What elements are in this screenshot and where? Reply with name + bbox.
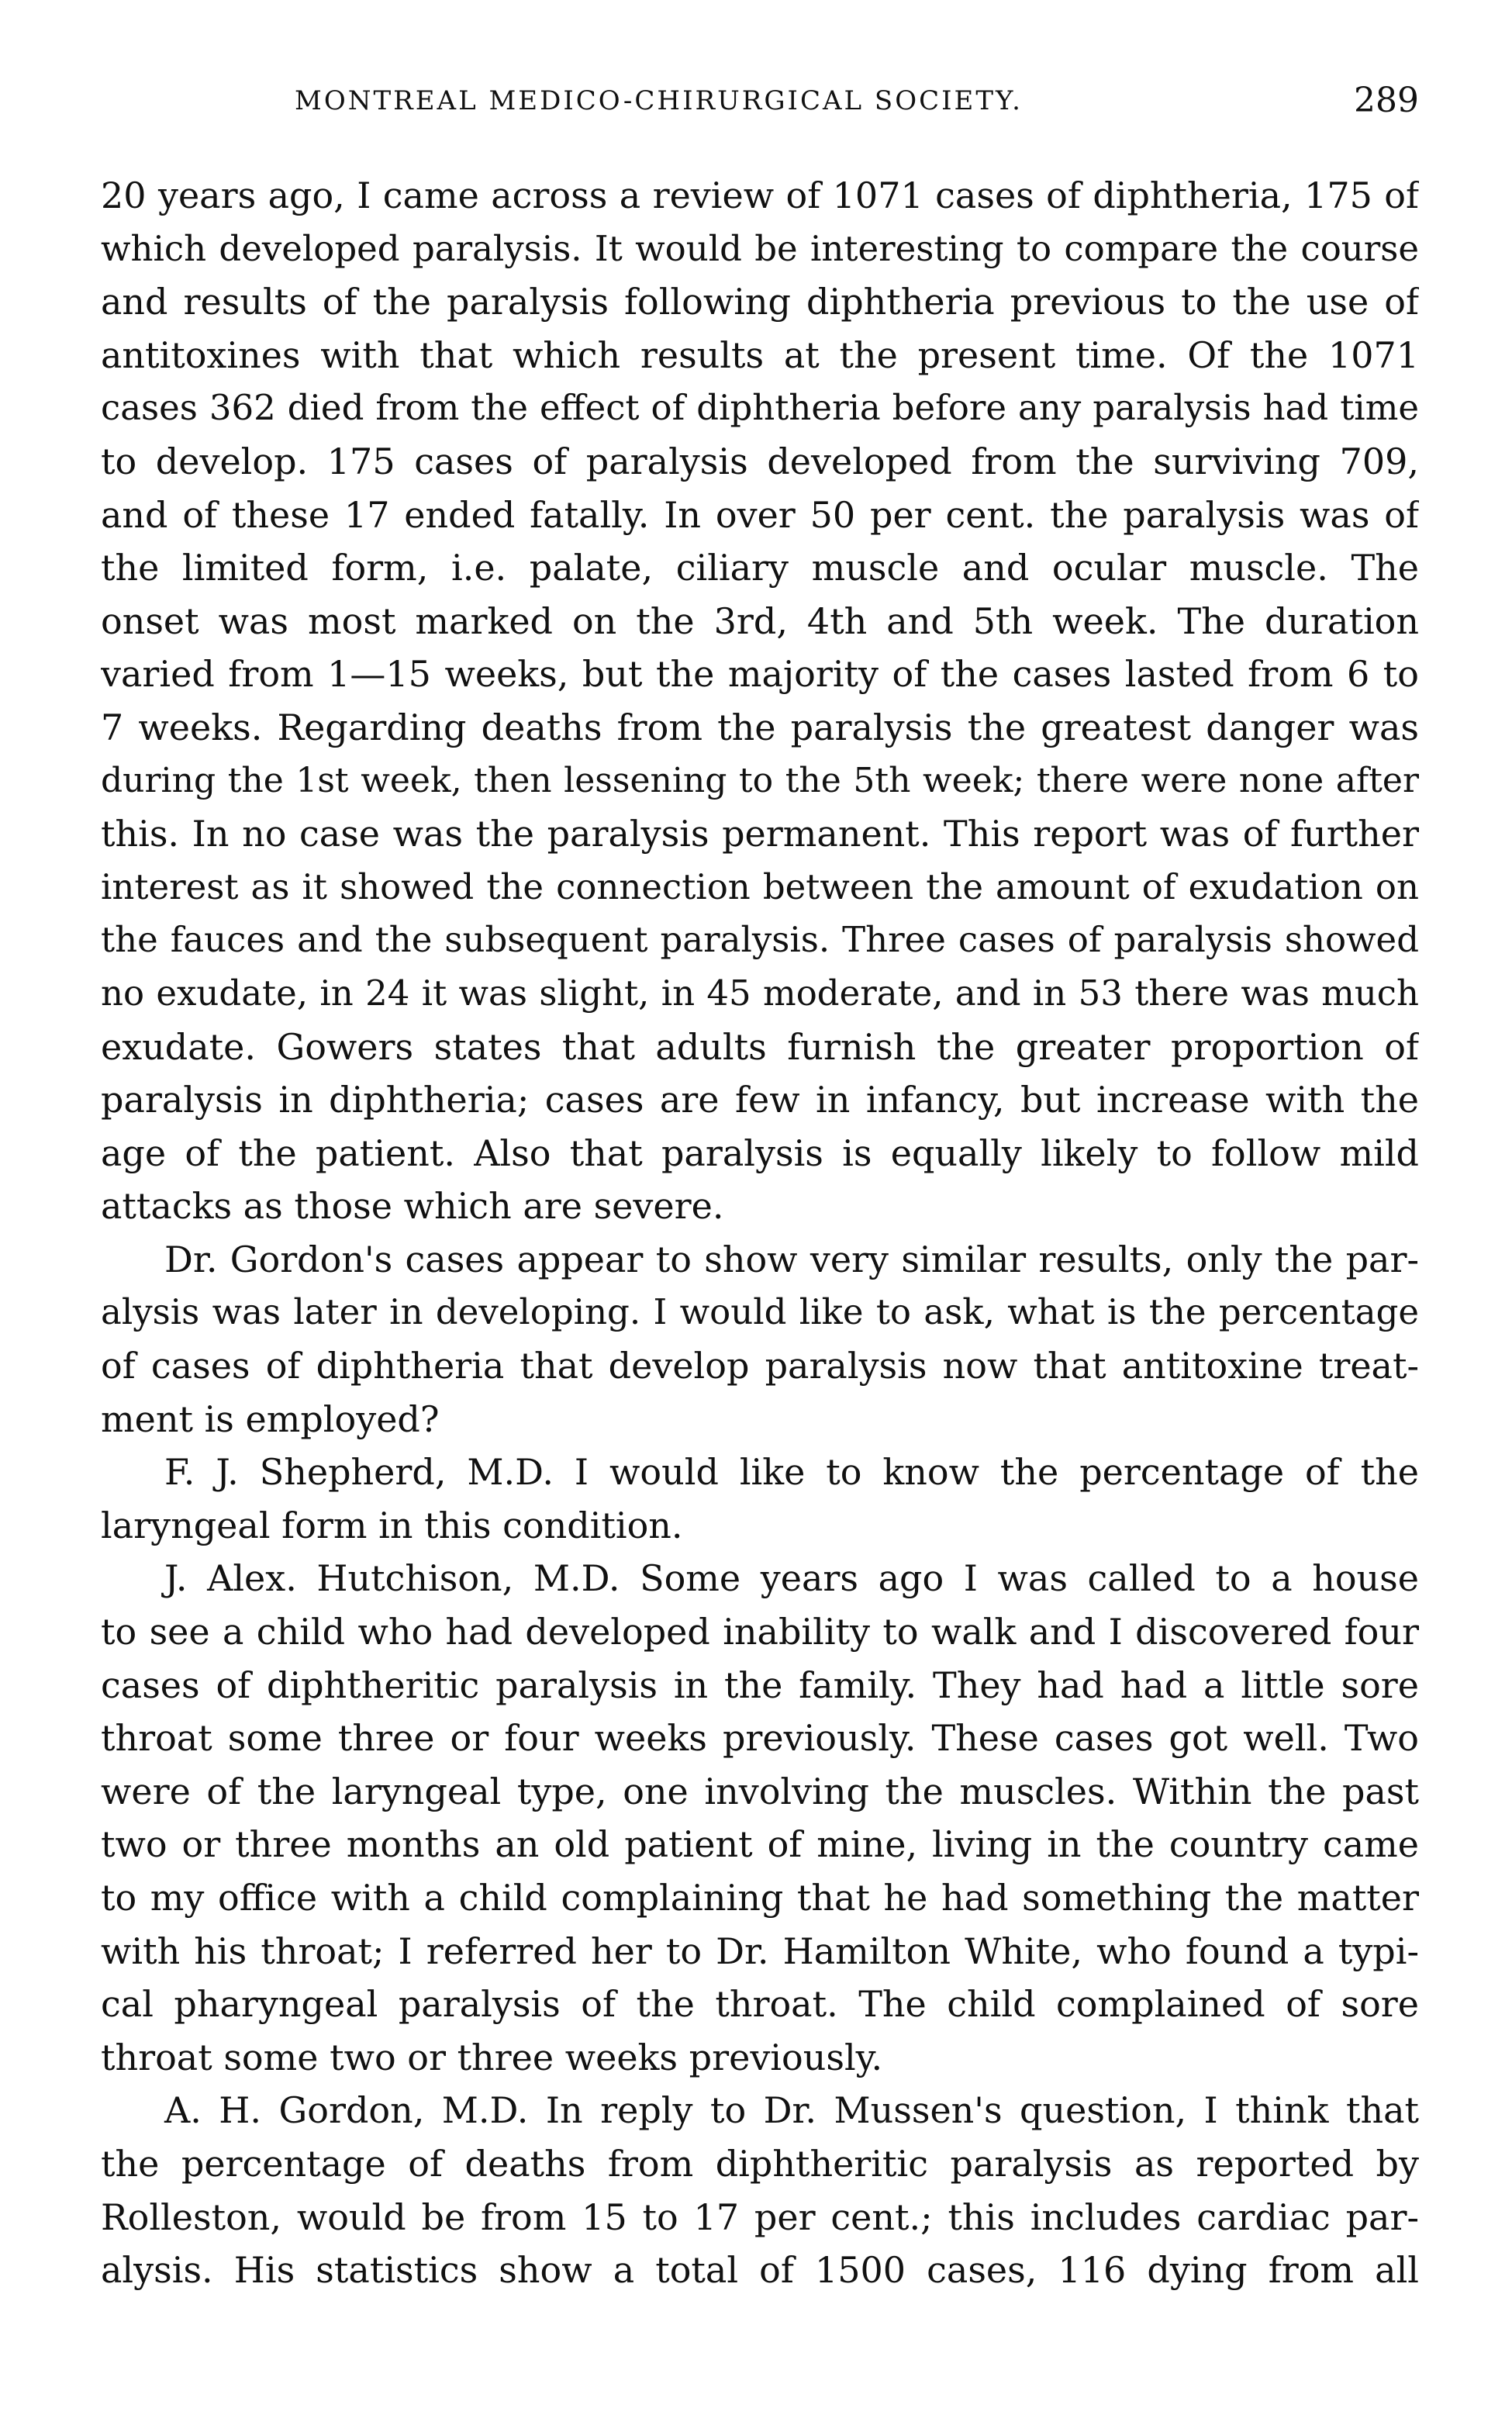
text-line: age of the patient. Also that paralysis is equally likely to follow mild xyxy=(101,1131,1419,1174)
text-line: which developed paralysis. It would be interesting to compare the course xyxy=(101,227,1419,269)
text-line: cal pharyngeal paralysis of the throat. The child complained of sore xyxy=(101,1983,1419,2026)
text-line: exudate. Gowers states that adults furnish the greater proportion of xyxy=(101,1025,1419,1068)
text-line: 20 years ago, I came across a review of 1071 cases of diphtheria, 175 of xyxy=(101,174,1419,216)
page-number: 289 xyxy=(1354,81,1419,120)
text-line: alysis was later in developing. I would like to ask, what is the percentage xyxy=(101,1291,1419,1333)
text-line: J. Alex. Hutchison, M.D. Some years ago I was called to a house xyxy=(164,1557,1419,1600)
text-line: 7 weeks. Regarding deaths from the paralysis the greatest danger was xyxy=(101,706,1419,748)
text-line: of cases of diphtheria that develop paralysis now that antitoxine treat- xyxy=(101,1345,1419,1387)
text-line: cases of diphtheritic paralysis in the family. They had had a little sore xyxy=(101,1664,1419,1706)
text-line: the percentage of deaths from diphtheritic paralysis as reported by xyxy=(101,2142,1419,2185)
text-line: Rolleston, would be from 15 to 17 per cent.; this includes cardiac par- xyxy=(101,2196,1419,2238)
page-header xyxy=(101,78,1419,124)
body-text xyxy=(101,169,1419,2297)
text-line: A. H. Gordon, M.D. In reply to Dr. Mussen's question, I think that xyxy=(164,2089,1419,2132)
text-line: two or three months an old patient of mine, living in the country came xyxy=(101,1823,1419,1866)
text-line: interest as it showed the connection between the amount of exudation on xyxy=(101,865,1419,907)
text-line: antitoxines with that which results at the present time. Of the 1071 xyxy=(101,333,1419,376)
text-line: F. J. Shepherd, M.D. I would like to know the percentage of the xyxy=(164,1451,1419,1494)
text-line: varied from 1—15 weeks, but the majority of the cases lasted from 6 to xyxy=(101,653,1419,696)
text-line: ment is employed? xyxy=(101,1398,440,1440)
text-line: were of the laryngeal type, one involving the muscles. Within the past xyxy=(101,1770,1419,1812)
running-head: MONTREAL MEDICO-CHIRURGICAL SOCIETY. xyxy=(295,85,1023,116)
text-line: to my office with a child complaining that he had something the matter xyxy=(101,1877,1419,1919)
text-line: cases 362 died from the effect of diphtheria before any paralysis had time xyxy=(101,387,1419,429)
text-line: and results of the paralysis following diphtheria previous to the use of xyxy=(101,281,1419,323)
text-line: throat some three or four weeks previously. These cases got well. Two xyxy=(101,1717,1419,1760)
text-line: to see a child who had developed inability to walk and I discovered four xyxy=(101,1611,1419,1653)
text-line: and of these 17 ended fatally. In over 50 per cent. the paralysis was of xyxy=(101,493,1419,536)
text-line: paralysis in diphtheria; cases are few in infancy, but increase with the xyxy=(101,1079,1419,1121)
text-line: no exudate, in 24 it was slight, in 45 moderate, and in 53 there was much xyxy=(101,972,1419,1014)
text-line: laryngeal form in this condition. xyxy=(101,1504,683,1546)
text-line: this. In no case was the paralysis permanent. This report was of further xyxy=(101,813,1419,855)
text-line: Dr. Gordon's cases appear to show very similar results, only the par- xyxy=(164,1238,1419,1280)
text-line: onset was most marked on the 3rd, 4th and 5th week. The duration xyxy=(101,599,1419,642)
text-line: with his throat; I referred her to Dr. Hamilton White, who found a typi- xyxy=(101,1930,1419,1972)
text-line: alysis. His statistics show a total of 1500 cases, 116 dying from all xyxy=(101,2249,1419,2292)
text-line: during the 1st week, then lessening to the 5th week; there were none after xyxy=(101,760,1419,800)
text-line: attacks as those which are severe. xyxy=(101,1185,724,1228)
text-line: to develop. 175 cases of paralysis developed from the surviving 709, xyxy=(101,440,1419,482)
text-line: the limited form, i.e. palate, ciliary muscle and ocular muscle. The xyxy=(101,547,1419,589)
text-line: the fauces and the subsequent paralysis. Three cases of paralysis showed xyxy=(101,919,1419,961)
text-line: throat some two or three weeks previously. xyxy=(101,2036,883,2078)
